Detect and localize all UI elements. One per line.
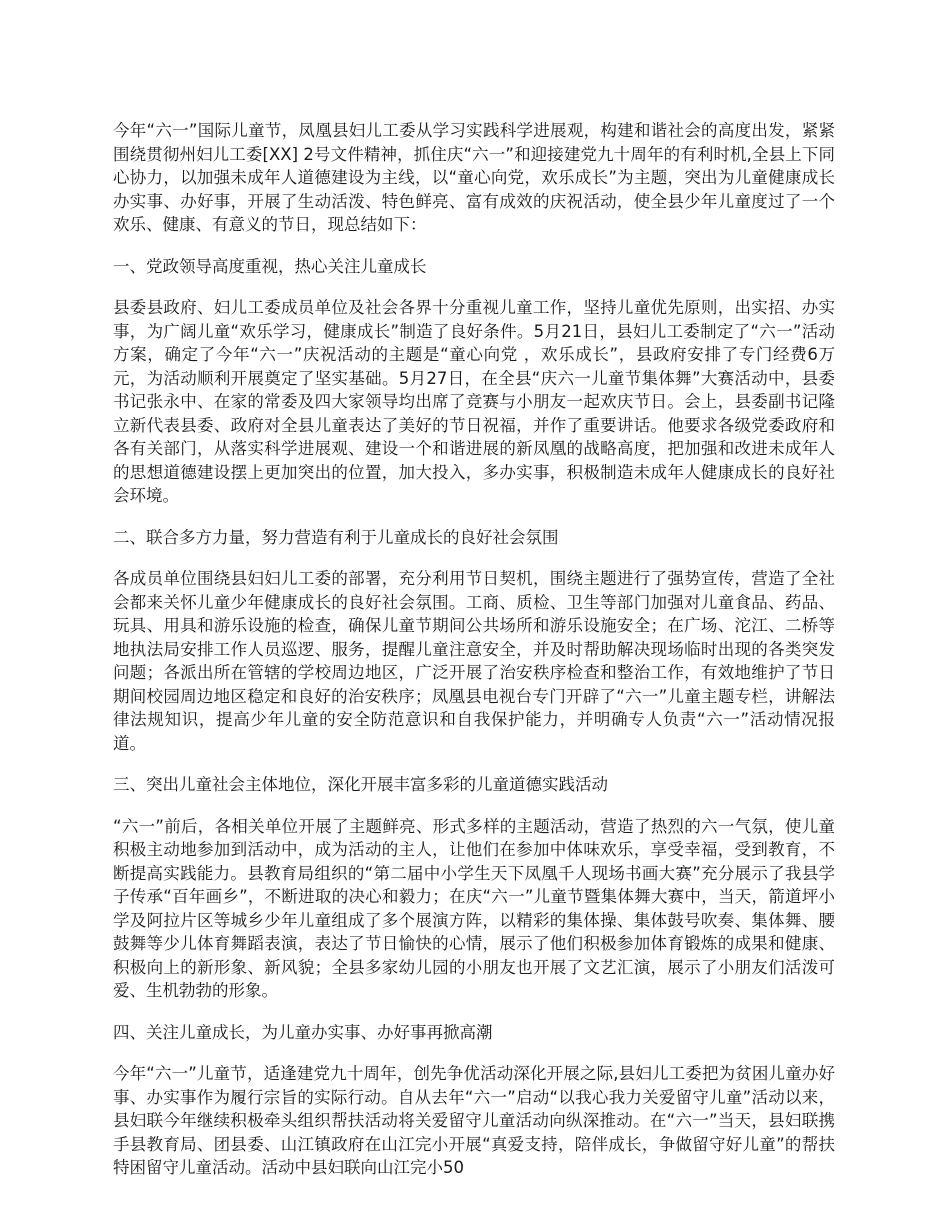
section-heading-3: 三、突出儿童社会主体地位，深化开展丰富多彩的儿童道德实践活动 (113, 775, 608, 794)
section-3-paragraph: “六一”前后，各相关单位开展了主题鲜亮、形式多样的主题活动，营造了热烈的六一气氛，使儿童积极主动地参加到活动中，成为活动的主人，让他们在参加中体味欢乐，享受幸福，受到教育，不断提高实践能力。县教育局组织的“第二届中小学生天下凤凰千人现场书画大赛”充分展示了我县学子传承“百年画乡”，不断进取的决心和毅力；在庆“六一”儿童节暨集体舞大赛中，当天，箭道坪小学及阿拉片区等城乡少年儿童组成了多个展演方阵，以精彩的集体操、集体鼓号吹奏、集体舞、腰鼓舞等少儿体育舞蹈表演，表达了节日愉快的心情，展示了他们积极参加体育锻炼的成果和健康、积极向上的新形象、新风貌；全县多家幼儿园的小朋友也开展了文艺汇演，展示了小朋友们活泼可爱、生机勃勃的形象。 (113, 816, 835, 1000)
section-heading-1: 一、党政领导高度重视，热心关注儿童成长 (113, 256, 427, 276)
section-4-paragraph: 今年“六一”儿童节，适逢建党九十周年，创先争优活动深化开展之际,县妇儿工委把为贫困儿童办好事、办实事作为履行宗旨的实际行动。自从去年“六一”启动“以我心我力关爱留守儿童”活动以来，县妇联今年继续积极牵头组织帮扶活动将关爱留守儿童活动向纵深推动。在“六一”当天，县妇联携手县教育局、团县委、山江镇政府在山江完小开展“真爱支持，陪伴成长，争做留守好儿童”的帮扶特困留守儿童活动。活动中县妇联向山江完小50 (113, 1064, 835, 1177)
section-heading-2: 二、联合多方力量，努力营造有利于儿童成长的良好社会氛围 (113, 527, 559, 547)
section-2-paragraph: 各成员单位围绕县妇妇儿工委的部署，充分利用节日契机，围绕主题进行了强势宣传，营造了全社会都来关怀儿童少年健康成长的良好社会氛围。工商、质检、卫生等部门加强对儿童食品、药品、玩具、用具和游乐设施的检查，确保儿童节期间公共场所和游乐设施安全；在广场、沱江、二桥等地执法局安排工作人员巡逻、服务，提醒儿童注意安全，并及时帮助解决现场临时出现的各类突发问题；各派出所在管辖的学校周边地区，广泛开展了治安秩序检查和整治工作，有效地维护了节日期间校园周边地区稳定和良好的治安秩序；凤凰县电视台专门开辟了“六一”儿童主题专栏，讲解法律法规知识，提高少年儿童的安全防范意识和自我保护能力，并明确专人负责“六一”活动情况报道。 (113, 569, 835, 753)
document-body (113, 119, 835, 1198)
intro-paragraph: 今年“六一”国际儿童节，凤凰县妇儿工委从学习实践科学进展观，构建和谐社会的高度出发，紧紧围绕贯彻州妇儿工委[XX] 2号文件精神，抓住庆“六一”和迎接建党九十周年的有利时机,全县上下同心协力，以加强未成年人道德建设为主线，以“童心向党，欢乐成长”为主题，突出为儿童健康成长办实事、办好事，开展了生动活泼、特色鲜亮、富有成效的庆祝活动，使全县少年儿童度过了一个欢乐、健康、有意义的节日，现总结如下： (113, 121, 835, 234)
section-heading-4: 四、关注儿童成长，为儿童办实事、办好事再掀高潮 (113, 1022, 493, 1042)
section-1-paragraph: 县委县政府、妇儿工委成员单位及社会各界十分重视儿童工作，坚持儿童优先原则，出实招、办实事，为广阔儿童“欢乐学习，健康成长”制造了良好条件。5月21日，县妇儿工委制定了“六一”活动方案，确定了今年“六一”庆祝活动的主题是“童心向党 ，欢乐成长”，县政府安排了专门经费6万元，为活动顺利开展奠定了坚实基础。5月27日，在全县“庆六一儿童节集体舞”大赛活动中，县委书记张永中、在家的常委及四大家领导均出席了竞赛与小朋友一起欢庆节日。会上，县委副书记隆立新代表县委、政府对全县儿童表达了美好的节日祝福，并作了重要讲话。他要求各级党委政府和各有关部门，从落实科学进展观、建设一个和谐进展的新凤凰的战略高度，把加强和改进未成年人的思想道德建设摆上更加突出的位置，加大投入，多办实事，积极制造未成年人健康成长的良好社会环境。 (113, 298, 835, 505)
